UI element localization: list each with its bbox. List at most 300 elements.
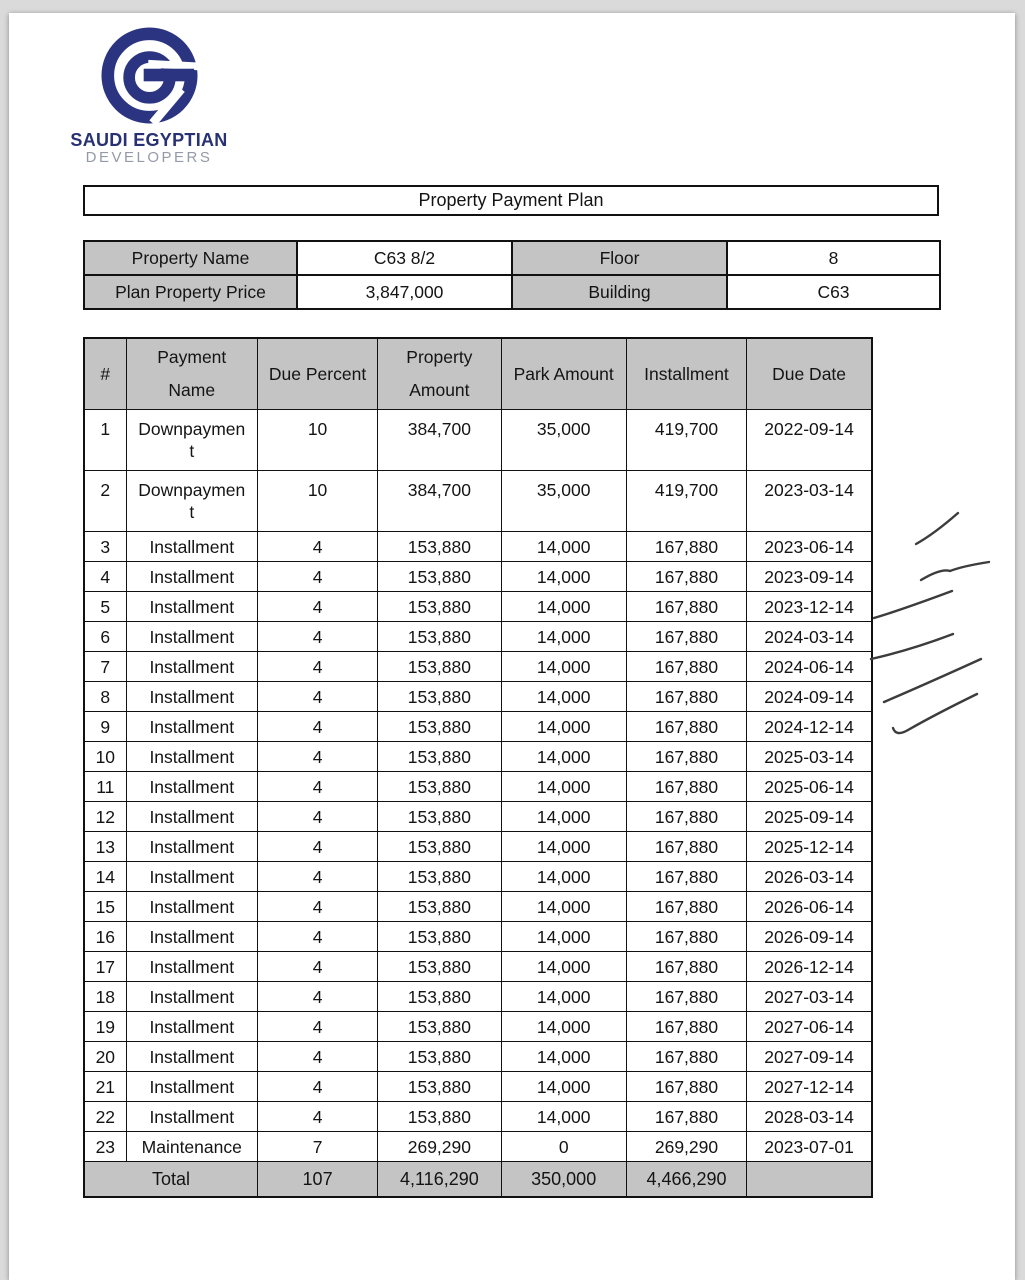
cell-row-number-value: 17 [95, 956, 116, 977]
cell-payment-name-value: Installment [149, 956, 235, 977]
cell-row-number [84, 862, 126, 892]
cell-park-amount [501, 1072, 626, 1102]
cell-payment-name [126, 1102, 257, 1132]
header-due-date-label: Due Date [772, 363, 847, 384]
cell-park-amount-value: 14,000 [536, 1046, 591, 1067]
cell-row-number [84, 892, 126, 922]
cell-row-number-value: 12 [95, 806, 116, 827]
payment-row [84, 712, 872, 742]
cell-due-date-value: 2023-12-14 [764, 596, 854, 617]
payment-row [84, 1132, 872, 1162]
cell-row-number [84, 471, 126, 532]
cell-property-amount-value: 153,880 [407, 1076, 471, 1097]
cell-installment-value: 167,880 [654, 956, 719, 977]
cell-row-number [84, 922, 126, 952]
cell-due-percent [257, 802, 377, 832]
cell-due-percent [257, 410, 377, 471]
cell-row-number [84, 1072, 126, 1102]
cell-due-date-value: 2024-09-14 [764, 686, 854, 707]
cell-park-amount-value: 35,000 [536, 419, 591, 439]
cell-due-date [747, 742, 872, 772]
cell-installment [626, 652, 746, 682]
payment-row [84, 742, 872, 772]
cell-due-date-value: 2026-03-14 [764, 866, 854, 887]
cell-property-amount [378, 772, 501, 802]
cell-payment-name-value: Installment [149, 746, 235, 767]
cell-due-date [747, 532, 872, 562]
cell-park-amount-value: 14,000 [536, 806, 591, 827]
cell-due-date-value: 2023-07-01 [764, 1136, 854, 1157]
header-row-number-label: # [100, 363, 111, 384]
cell-park-amount-value: 14,000 [536, 566, 591, 587]
cell-payment-name-value: Installment [149, 716, 235, 737]
cell-due-date-value: 2023-03-14 [764, 480, 854, 500]
payment-row [84, 652, 872, 682]
cell-due-percent-value: 4 [312, 896, 323, 917]
cell-installment-value: 167,880 [654, 656, 719, 677]
cell-installment [626, 1012, 746, 1042]
header-row-number [84, 338, 126, 410]
cell-due-percent-value: 4 [312, 566, 323, 587]
cell-park-amount-value: 14,000 [536, 776, 591, 797]
cell-park-amount-value: 35,000 [536, 480, 591, 500]
cell-payment-name [126, 622, 257, 652]
cell-due-percent [257, 892, 377, 922]
cell-payment-name [126, 592, 257, 622]
info-value: C63 8/2 [297, 241, 512, 275]
cell-row-number-value: 7 [100, 656, 111, 677]
cell-payment-name-value: Downpayment [138, 419, 246, 461]
cell-due-date [747, 1102, 872, 1132]
cell-park-amount [501, 682, 626, 712]
cell-park-amount [501, 562, 626, 592]
cell-property-amount-value: 384,700 [407, 480, 471, 500]
cell-installment [626, 1072, 746, 1102]
cell-park-amount-value: 14,000 [536, 1106, 591, 1127]
cell-property-amount [378, 922, 501, 952]
cell-payment-name [126, 1132, 257, 1162]
cell-property-amount-value: 153,880 [407, 716, 471, 737]
cell-park-amount-value: 14,000 [536, 986, 591, 1007]
cell-due-percent-value: 4 [312, 626, 323, 647]
cell-due-percent-value: 4 [312, 836, 323, 857]
cell-installment [626, 742, 746, 772]
brand-subtitle: DEVELOPERS [85, 149, 213, 166]
cell-installment [626, 892, 746, 922]
cell-property-amount [378, 802, 501, 832]
cell-due-percent [257, 1042, 377, 1072]
cell-due-date-value: 2027-06-14 [764, 1016, 854, 1037]
cell-payment-name-value: Installment [149, 686, 235, 707]
cell-installment [626, 1042, 746, 1072]
cell-due-percent-value: 4 [312, 746, 323, 767]
cell-park-amount-value: 14,000 [536, 866, 591, 887]
payment-row [84, 832, 872, 862]
cell-due-percent-value: 4 [312, 1076, 323, 1097]
cell-payment-name [126, 1012, 257, 1042]
cell-row-number [84, 1042, 126, 1072]
cell-property-amount-value: 153,880 [407, 746, 471, 767]
cell-park-amount [501, 892, 626, 922]
cell-due-date [747, 1072, 872, 1102]
cell-installment-value: 419,700 [654, 419, 719, 439]
cell-installment-value: 167,880 [654, 626, 719, 647]
cell-installment-value: 419,700 [654, 480, 719, 500]
cell-row-number [84, 832, 126, 862]
cell-property-amount [378, 1042, 501, 1072]
cell-payment-name-value: Installment [149, 566, 235, 587]
total-park-amount: 350,000 [501, 1162, 626, 1198]
cell-due-date-value: 2025-09-14 [764, 806, 854, 827]
cell-property-amount [378, 682, 501, 712]
cell-payment-name-value: Installment [149, 776, 235, 797]
info-label: Building [512, 275, 727, 309]
cell-due-date-value: 2024-06-14 [764, 656, 854, 677]
cell-payment-name-value: Installment [149, 1076, 235, 1097]
cell-due-date [747, 622, 872, 652]
cell-due-date [747, 410, 872, 471]
cell-row-number-value: 22 [95, 1106, 116, 1127]
cell-installment [626, 592, 746, 622]
header-payment-name-label: Payment Name [157, 347, 227, 400]
cell-park-amount [501, 982, 626, 1012]
cell-due-date-value: 2026-09-14 [764, 926, 854, 947]
cell-park-amount-value: 14,000 [536, 1016, 591, 1037]
cell-property-amount-value: 269,290 [407, 1136, 471, 1157]
cell-installment [626, 682, 746, 712]
cell-due-percent-value: 4 [312, 866, 323, 887]
cell-installment-value: 167,880 [654, 1016, 719, 1037]
cell-park-amount [501, 712, 626, 742]
cell-due-percent-value: 4 [312, 536, 323, 557]
cell-payment-name-value: Installment [149, 596, 235, 617]
pen-stroke [916, 513, 958, 544]
cell-park-amount [501, 532, 626, 562]
cell-row-number-value: 6 [100, 626, 111, 647]
cell-park-amount [501, 772, 626, 802]
cell-due-date-value: 2027-09-14 [764, 1046, 854, 1067]
cell-due-percent [257, 712, 377, 742]
payment-row [84, 1072, 872, 1102]
cell-park-amount [501, 592, 626, 622]
cell-payment-name [126, 892, 257, 922]
cell-payment-name-value: Installment [149, 806, 235, 827]
cell-installment [626, 410, 746, 471]
cell-due-date [747, 832, 872, 862]
payment-row [84, 471, 872, 532]
cell-installment-value: 167,880 [654, 746, 719, 767]
cell-park-amount [501, 410, 626, 471]
cell-property-amount [378, 652, 501, 682]
cell-due-date [747, 682, 872, 712]
cell-due-date [747, 712, 872, 742]
cell-due-percent [257, 922, 377, 952]
cell-installment [626, 982, 746, 1012]
cell-row-number [84, 622, 126, 652]
cell-row-number-value: 10 [95, 746, 116, 767]
cell-property-amount [378, 982, 501, 1012]
cell-row-number-value: 23 [95, 1136, 116, 1157]
cell-row-number-value: 2 [100, 480, 111, 500]
cell-due-percent-value: 4 [312, 806, 323, 827]
info-row [84, 275, 940, 309]
cell-park-amount-value: 14,000 [536, 1076, 591, 1097]
cell-installment [626, 922, 746, 952]
info-row [84, 241, 940, 275]
cell-payment-name-value: Installment [149, 896, 235, 917]
cell-property-amount-value: 153,880 [407, 836, 471, 857]
cell-row-number [84, 1102, 126, 1132]
payment-row [84, 952, 872, 982]
cell-installment [626, 1102, 746, 1132]
cell-due-percent-value: 4 [312, 776, 323, 797]
document-title: Property Payment Plan [418, 190, 604, 210]
cell-property-amount-value: 153,880 [407, 566, 471, 587]
info-label: Property Name [84, 241, 297, 275]
payment-row [84, 410, 872, 471]
cell-park-amount [501, 862, 626, 892]
cell-park-amount [501, 1132, 626, 1162]
cell-property-amount [378, 410, 501, 471]
cell-property-amount [378, 532, 501, 562]
cell-payment-name-value: Installment [149, 536, 235, 557]
cell-due-percent-value: 10 [307, 419, 328, 439]
cell-row-number-value: 14 [95, 866, 116, 887]
header-due-percent-label: Due Percent [268, 363, 367, 384]
cell-due-date [747, 652, 872, 682]
cell-due-percent [257, 622, 377, 652]
cell-park-amount-value: 14,000 [536, 746, 591, 767]
cell-payment-name [126, 982, 257, 1012]
payment-row [84, 982, 872, 1012]
cell-installment [626, 562, 746, 592]
total-row [84, 1162, 872, 1198]
cell-payment-name-value: Installment [149, 866, 235, 887]
cell-row-number-value: 13 [95, 836, 116, 857]
cell-due-date [747, 802, 872, 832]
cell-property-amount-value: 153,880 [407, 896, 471, 917]
cell-payment-name-value: Installment [149, 1016, 235, 1037]
header-property-amount [378, 338, 501, 410]
cell-installment-value: 167,880 [654, 776, 719, 797]
cell-row-number [84, 592, 126, 622]
payment-header-row [84, 338, 872, 410]
cell-installment [626, 862, 746, 892]
cell-payment-name [126, 471, 257, 532]
cell-due-date [747, 1042, 872, 1072]
cell-park-amount-value: 14,000 [536, 836, 591, 857]
cell-property-amount-value: 153,880 [407, 986, 471, 1007]
cell-due-date [747, 862, 872, 892]
cell-installment-value: 167,880 [654, 716, 719, 737]
cell-due-percent [257, 1072, 377, 1102]
cell-park-amount-value: 14,000 [536, 596, 591, 617]
cell-row-number [84, 952, 126, 982]
cell-due-date [747, 772, 872, 802]
cell-property-amount [378, 892, 501, 922]
pen-stroke [871, 634, 953, 659]
cell-property-amount-value: 384,700 [407, 419, 471, 439]
cell-property-amount-value: 153,880 [407, 1016, 471, 1037]
cell-due-date-value: 2025-06-14 [764, 776, 854, 797]
cell-due-date [747, 952, 872, 982]
cell-property-amount [378, 1072, 501, 1102]
cell-row-number [84, 1012, 126, 1042]
cell-property-amount [378, 952, 501, 982]
cell-due-percent [257, 862, 377, 892]
payment-row [84, 1012, 872, 1042]
cell-property-amount-value: 153,880 [407, 596, 471, 617]
cell-installment-value: 167,880 [654, 866, 719, 887]
cell-payment-name-value: Installment [149, 1046, 235, 1067]
cell-due-percent-value: 4 [312, 956, 323, 977]
payment-row [84, 892, 872, 922]
cell-due-percent-value: 4 [312, 1016, 323, 1037]
cell-park-amount-value: 14,000 [536, 686, 591, 707]
header-due-percent [257, 338, 377, 410]
total-installment: 4,466,290 [626, 1162, 746, 1198]
cell-row-number-value: 1 [100, 419, 111, 439]
cell-row-number [84, 772, 126, 802]
payment-row [84, 922, 872, 952]
info-value: 3,847,000 [297, 275, 512, 309]
cell-due-percent-value: 4 [312, 986, 323, 1007]
info-label: Plan Property Price [84, 275, 297, 309]
cell-row-number [84, 982, 126, 1012]
header-park-amount [501, 338, 626, 410]
cell-park-amount-value: 0 [558, 1136, 569, 1157]
cell-installment-value: 167,880 [654, 1076, 719, 1097]
cell-row-number [84, 562, 126, 592]
cell-due-percent [257, 982, 377, 1012]
cell-payment-name [126, 410, 257, 471]
cell-property-amount-value: 153,880 [407, 866, 471, 887]
cell-payment-name [126, 952, 257, 982]
cell-row-number [84, 410, 126, 471]
payment-schedule-table [83, 337, 873, 1198]
cell-due-percent [257, 1102, 377, 1132]
cell-installment-value: 167,880 [654, 806, 719, 827]
cell-park-amount [501, 802, 626, 832]
cell-due-percent [257, 742, 377, 772]
cell-payment-name-value: Installment [149, 986, 235, 1007]
cell-due-percent-value: 4 [312, 1106, 323, 1127]
cell-park-amount [501, 952, 626, 982]
payment-row [84, 1042, 872, 1072]
cell-park-amount-value: 14,000 [536, 656, 591, 677]
cell-due-percent [257, 952, 377, 982]
cell-due-date [747, 1012, 872, 1042]
cell-property-amount [378, 471, 501, 532]
cell-row-number-value: 16 [95, 926, 116, 947]
cell-due-date [747, 922, 872, 952]
total-due-date [747, 1162, 872, 1198]
cell-park-amount [501, 622, 626, 652]
brand-name: SAUDI EGYPTIAN [70, 130, 228, 150]
document-title-box [83, 185, 939, 216]
cell-due-date-value: 2024-12-14 [764, 716, 854, 737]
cell-due-percent-value: 4 [312, 656, 323, 677]
cell-installment-value: 167,880 [654, 926, 719, 947]
cell-due-date-value: 2026-06-14 [764, 896, 854, 917]
cell-property-amount-value: 153,880 [407, 926, 471, 947]
cell-payment-name [126, 832, 257, 862]
cell-installment [626, 712, 746, 742]
cell-installment-value: 167,880 [654, 686, 719, 707]
cell-property-amount-value: 153,880 [407, 1046, 471, 1067]
cell-payment-name [126, 532, 257, 562]
payment-row [84, 622, 872, 652]
cell-row-number-value: 21 [95, 1076, 116, 1097]
cell-due-date-value: 2023-06-14 [764, 536, 854, 557]
payment-row [84, 772, 872, 802]
cell-payment-name [126, 922, 257, 952]
cell-due-date-value: 2025-03-14 [764, 746, 854, 767]
cell-payment-name-value: Installment [149, 1106, 235, 1127]
cell-payment-name [126, 652, 257, 682]
cell-property-amount [378, 1012, 501, 1042]
cell-row-number [84, 532, 126, 562]
cell-park-amount [501, 1102, 626, 1132]
cell-payment-name-value: Installment [149, 626, 235, 647]
header-due-date [747, 338, 872, 410]
cell-row-number-value: 11 [96, 776, 115, 797]
cell-payment-name [126, 862, 257, 892]
cell-row-number-value: 19 [95, 1016, 116, 1037]
cell-due-date [747, 892, 872, 922]
cell-payment-name [126, 802, 257, 832]
payment-row [84, 862, 872, 892]
cell-due-percent [257, 652, 377, 682]
cell-due-date-value: 2027-03-14 [764, 986, 854, 1007]
cell-due-date [747, 471, 872, 532]
cell-property-amount-value: 153,880 [407, 956, 471, 977]
cell-due-percent [257, 532, 377, 562]
cell-row-number-value: 15 [95, 896, 116, 917]
cell-payment-name-value: Installment [149, 656, 235, 677]
cell-row-number [84, 652, 126, 682]
cell-row-number-value: 3 [100, 536, 111, 557]
info-value: 8 [727, 241, 940, 275]
cell-installment [626, 802, 746, 832]
cell-due-date-value: 2024-03-14 [764, 626, 854, 647]
cell-installment-value: 167,880 [654, 986, 719, 1007]
cell-due-percent-value: 4 [312, 1046, 323, 1067]
cell-property-amount [378, 1132, 501, 1162]
cell-property-amount-value: 153,880 [407, 626, 471, 647]
cell-payment-name-value: Downpayment [138, 480, 246, 522]
cell-due-percent-value: 4 [312, 926, 323, 947]
cell-park-amount-value: 14,000 [536, 626, 591, 647]
cell-due-percent-value: 10 [307, 480, 328, 500]
pen-stroke [884, 659, 981, 702]
total-label: Total [84, 1162, 257, 1198]
cell-installment [626, 832, 746, 862]
cell-due-percent [257, 1012, 377, 1042]
cell-installment [626, 622, 746, 652]
cell-due-percent [257, 592, 377, 622]
pen-stroke [874, 591, 952, 618]
cell-property-amount-value: 153,880 [407, 776, 471, 797]
cell-park-amount [501, 1042, 626, 1072]
cell-property-amount [378, 622, 501, 652]
cell-row-number [84, 802, 126, 832]
cell-payment-name-value: Installment [149, 926, 235, 947]
cell-property-amount-value: 153,880 [407, 806, 471, 827]
brand-logo [54, 27, 244, 166]
cell-row-number-value: 5 [100, 596, 111, 617]
cell-property-amount [378, 742, 501, 772]
